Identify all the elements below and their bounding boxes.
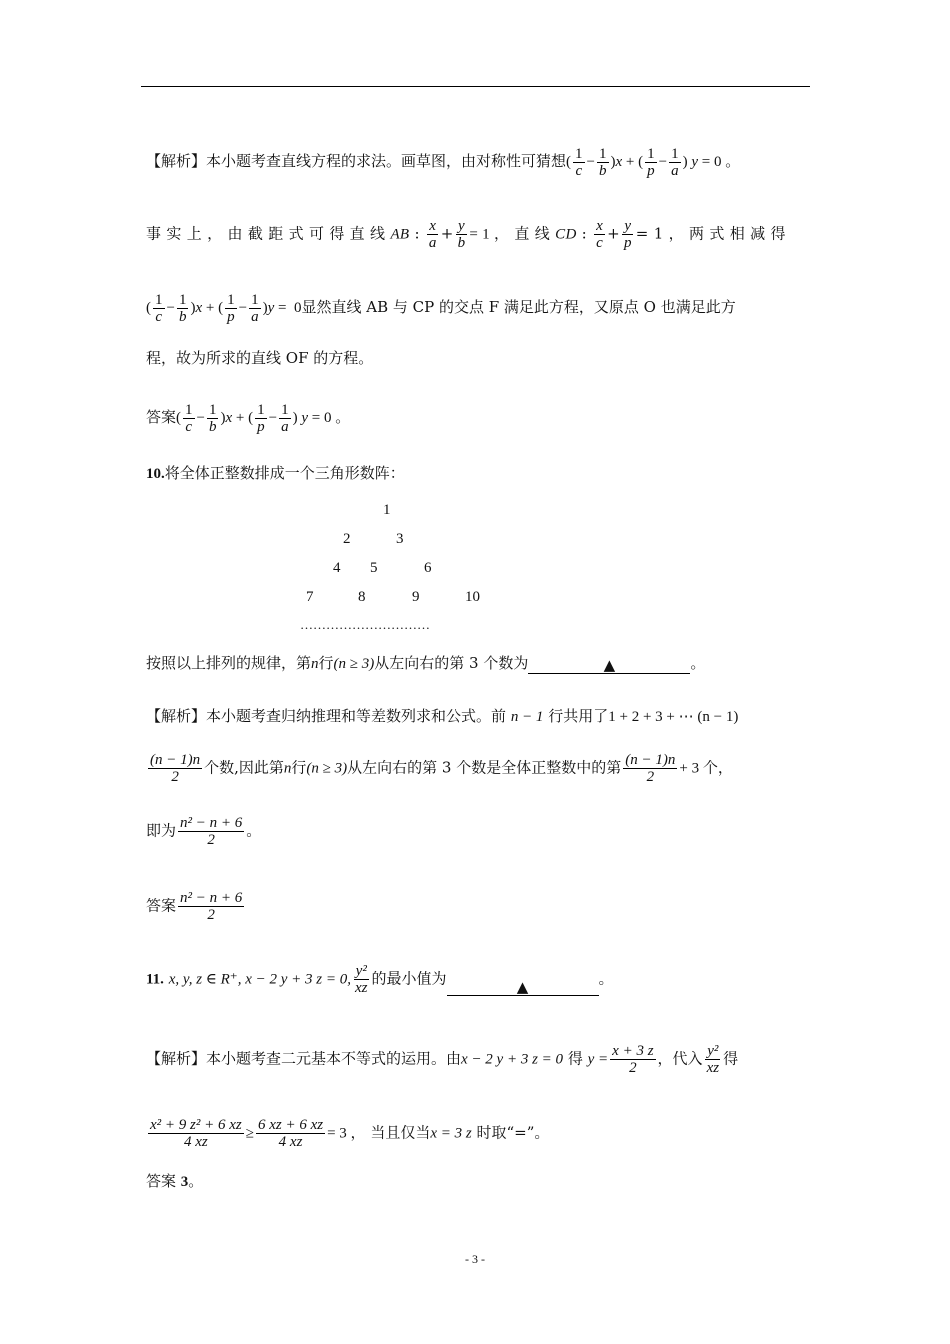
question-10 (146, 463, 405, 484)
fraction: $\frac{\text{y²}}{xz}$ (355, 963, 368, 996)
text: 当且仅当 (370, 1123, 431, 1142)
text: + 3 个， (679, 760, 733, 777)
text: 个数,因此第 (204, 758, 284, 777)
header-rule (141, 86, 810, 87)
text: 得 (567, 1049, 583, 1068)
condition: (n ≥ 3) (306, 760, 348, 777)
text: 行 (291, 758, 307, 777)
question-number: 11. (146, 971, 164, 988)
answer-label: 答案 (146, 896, 177, 915)
analysis-9-line-1 (146, 146, 740, 179)
formula: 1 + 2 + 3 + ⋯ (n − 1) (608, 709, 739, 725)
triangle-marker-icon: ▲ (603, 656, 616, 674)
analysis-tag: 【解析】 (146, 1049, 207, 1068)
question-text: 将全体正整数排成一个三角形数阵： (164, 464, 405, 482)
text: 时取“=”。 (476, 1123, 550, 1142)
triangle-number: 1 (383, 502, 391, 518)
triangle-number: 3 (396, 531, 404, 547)
triangle-number: 10 (465, 589, 480, 605)
triangle-number: 7 (306, 589, 314, 605)
text: ，代入 (657, 1049, 703, 1068)
formula: = 3 ， (327, 1125, 366, 1142)
var-n: n (311, 656, 319, 672)
answer-blank (528, 655, 690, 674)
formula: x, y, z ∈ R⁺, x − 2 y + 3 z = 0, (168, 971, 351, 988)
text: 的最小值为 (371, 969, 447, 988)
triangle-ellipsis: ………………………… (300, 617, 430, 632)
text: 按照以上排列的规律，第 (146, 654, 312, 672)
page-number: - 3 - (465, 1252, 485, 1266)
answer-9 (146, 402, 350, 435)
formula: ( $\frac{1}{c}$ − $\frac{1}{b}$ )x + ( $\frac{1}{p}$ − $\frac{1}{a}$ ) y = 0 。 (566, 146, 741, 179)
analysis-9-line-3 (146, 292, 736, 325)
formula: y = (587, 1051, 609, 1068)
label-ab: AB (390, 226, 410, 243)
formula: x = 3 z (430, 1125, 472, 1142)
label-cd: CD (555, 226, 577, 243)
answer-10 (146, 890, 246, 923)
text: 。 (690, 654, 706, 672)
text: 从左向右的第 3 个数是全体正整数中的第 (347, 758, 622, 777)
fraction: $\frac{\text{n² − n + 6}}{2}$ (180, 890, 243, 923)
question-number: 10. (146, 466, 165, 482)
answer-value: 3 (180, 1174, 189, 1190)
fraction: $\frac{(n - 1)n}{2}$ (150, 752, 201, 785)
text: 直 线 (514, 224, 551, 243)
analysis-tag: 【解析】 (146, 707, 207, 725)
formula: ( $\frac{1}{c}$ − $\frac{1}{b}$ )x + ( $\frac{1}{p}$ − $\frac{1}{a}$ )y = 0 (146, 292, 302, 325)
triangle-number: 9 (412, 589, 420, 605)
answer-11 (146, 1171, 203, 1192)
text: 本小题考查归纳推理和等差数列求和公式。前 (206, 707, 507, 725)
text: 事 实 上 ， 由 截 距 式 可 得 直 线 (146, 224, 386, 243)
text: 行共用了 (548, 707, 609, 725)
analysis-9-line-2: 事 实 上 ， 由 截 距 式 可 得 直 线 AB : $\frac{x}{a}$ + $\frac{y}{b}$ = 1 ， 直 线 CD : $\frac{x}{c}$ + $\frac{y}{p}$ = 1 ， 两 式 相 减 得 (146, 218, 786, 251)
text: 。 (188, 1172, 204, 1190)
text: 得 (723, 1049, 739, 1068)
triangle-number: 6 (424, 560, 432, 576)
analysis-10-line-1 (146, 706, 738, 727)
text: 。 (246, 821, 262, 840)
triangle-number: 8 (358, 589, 366, 605)
condition: (n ≥ 3) (333, 656, 375, 672)
analysis-text: 本小题考查直线方程的求法。画草图，由对称性可猜想 (206, 151, 567, 170)
text: 。 (598, 969, 614, 988)
triangle-number: 5 (370, 560, 378, 576)
analysis-tag: 【解析】 (146, 151, 207, 170)
analysis-9-line-4: 程，故为所求的直线 OF 的方程。 (146, 349, 374, 367)
triangle-number: 2 (343, 531, 351, 547)
fraction: $\frac{(n - 1)n}{2}$ (625, 752, 676, 785)
text: 从左向右的第 3 个数为 (374, 654, 529, 672)
question-10-ask (146, 653, 705, 674)
fraction: $\frac{\text{x² + 9 z² + 6 xz}}{4 xz}$ (150, 1117, 242, 1150)
text: = 1 ， 两 式 相 减 得 (635, 224, 786, 243)
text: 行 (318, 654, 334, 672)
eq: = 1 ， (469, 226, 510, 243)
formula: ( $\frac{1}{c}$ − $\frac{1}{b}$ )x + ( $\frac{1}{p}$ − $\frac{1}{a}$ ) y = 0 。 (176, 402, 351, 435)
fraction: $\frac{\text{y²}}{xz}$ (706, 1043, 720, 1076)
formula: x − 2 y + 3 z = 0 (461, 1051, 564, 1068)
formula: n − 1 (510, 709, 544, 725)
triangle-marker-icon: ▲ (516, 978, 529, 996)
answer-label: 答案 (146, 407, 177, 426)
triangle-number: 4 (333, 560, 341, 576)
text: 本小题考查二元基本不等式的运用。由 (206, 1049, 462, 1068)
analysis-10-line-2 (146, 752, 733, 785)
analysis-11-line-2 (146, 1117, 549, 1150)
text: 即为 (146, 821, 177, 840)
analysis-11-line-1 (146, 1043, 738, 1076)
answer-label: 答案 (146, 1172, 177, 1190)
fraction: $\frac{6 xz + 6 xz}{4 xz}$ (257, 1117, 324, 1150)
fraction: $\frac{x + 3 z}{2}$ (612, 1043, 654, 1076)
analysis-10-line-3 (146, 815, 261, 848)
fraction: $\frac{\text{n² − n + 6}}{2}$ (180, 815, 243, 848)
answer-blank (447, 977, 599, 996)
text: 显然直线 AB 与 CP 的交点 F 满足此方程，又原点 O 也满足此方 (301, 297, 736, 316)
question-11 (146, 963, 614, 996)
formula: ≥ (245, 1125, 254, 1142)
var-n: n (283, 760, 292, 777)
